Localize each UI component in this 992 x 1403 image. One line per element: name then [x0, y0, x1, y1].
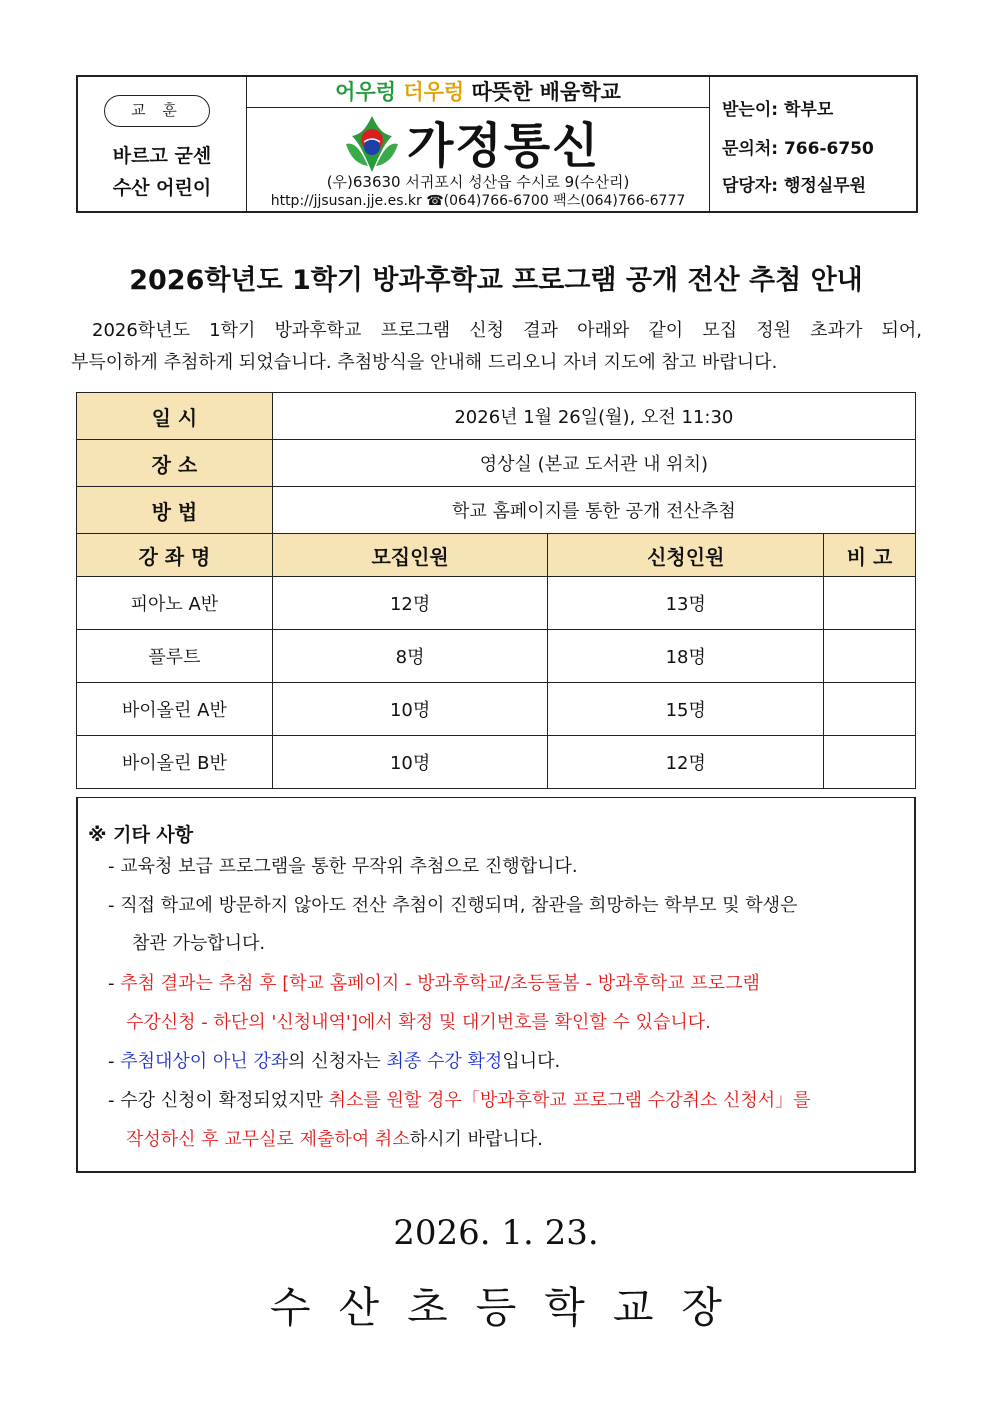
letterhead	[76, 75, 918, 213]
note-3-text: 추첨 결과는 추첨 후 [학교 홈페이지 - 방과후학교/초등돌봄 - 방과후학교 프로그램	[120, 973, 760, 994]
motto-label: 교 훈	[104, 95, 210, 127]
note-4-dash: -	[108, 1051, 121, 1072]
column-header-capacity: 모집인원	[272, 534, 548, 577]
course-capacity: 8명	[272, 630, 548, 683]
manager: 담당자: 행정실무원	[722, 176, 867, 196]
table-row	[77, 736, 916, 789]
note-4	[108, 1051, 560, 1073]
course-name: 바이올린 A반	[77, 683, 273, 736]
note-1: - 교육청 보급 프로그램을 통한 무작위 추첨으로 진행합니다.	[108, 856, 578, 877]
school-contact: http://jjsusan.jje.es.kr ☎(064)766-6700 팩스(064)766-6777	[270, 193, 686, 209]
inquiry-phone: 문의처: 766-6750	[722, 139, 874, 159]
school-motto-box	[78, 77, 247, 211]
motto-line-2: 수산 어린이	[112, 177, 212, 199]
note-3-line-2: 수강신청 - 하단의 '신청내역']에서 확정 및 대기번호를 확인할 수 있습니다.	[126, 1012, 711, 1033]
additional-notes	[76, 797, 916, 1173]
course-applicants: 13명	[548, 577, 824, 630]
column-header-note: 비 고	[824, 534, 916, 577]
intro-line-2: 부득이하게 추첨하게 되었습니다. 추첨방식을 안내해 드리오니 자녀 지도에 참고 바랍니다.	[71, 352, 778, 373]
course-capacity: 12명	[272, 577, 548, 630]
note-4-highlight-1: 추첨대상이 아닌 강좌	[120, 1051, 289, 1072]
when-label: 일 시	[77, 393, 273, 440]
table-row	[77, 683, 916, 736]
intro-line-1: 2026학년도 1학기 방과후학교 프로그램 신청 결과 아래와 같이 모집 정원 초과가 되어,	[92, 320, 922, 341]
method-label: 방 법	[77, 487, 273, 534]
course-note	[824, 683, 916, 736]
where-value: 영상실 (본교 도서관 내 위치)	[272, 440, 915, 487]
course-capacity: 10명	[272, 736, 548, 789]
course-note	[824, 577, 916, 630]
course-applicants: 15명	[548, 683, 824, 736]
recipient: 받는이: 학부모	[722, 100, 834, 120]
note-5-highlight: 취소를 원할 경우「방과후학교 프로그램 수강취소 신청서」를	[328, 1090, 811, 1111]
note-3-dash: -	[108, 973, 121, 994]
motto-line-1: 바르고 굳센	[112, 145, 212, 167]
note-4-mid: 의 신청자는	[288, 1051, 387, 1072]
method-value: 학교 홈페이지를 통한 공개 전산추첨	[272, 487, 915, 534]
where-row	[77, 440, 916, 487]
course-name: 피아노 A반	[77, 577, 273, 630]
school-slogan	[247, 78, 709, 108]
course-name: 바이올린 B반	[77, 736, 273, 789]
course-applicants: 18명	[548, 630, 824, 683]
course-note	[824, 630, 916, 683]
where-label: 장 소	[77, 440, 273, 487]
course-note	[824, 736, 916, 789]
note-5-line-1	[108, 1090, 811, 1112]
course-capacity: 10명	[272, 683, 548, 736]
notes-heading: ※ 기타 사항	[88, 824, 194, 846]
document-title: 2026학년도 1학기 방과후학교 프로그램 공개 전산 추첨 안내	[129, 265, 863, 296]
letterhead-center	[247, 77, 710, 211]
note-2-line-2: 참관 가능합니다.	[132, 933, 266, 954]
school-address: (우)63630 서귀포시 성산읍 수시로 9(수산리)	[326, 173, 630, 191]
note-3-line-1	[108, 973, 760, 995]
slogan-part-2: 더우렁	[403, 80, 465, 104]
school-logo-icon	[342, 114, 402, 174]
principal-signature: 수산초등학교장	[269, 1283, 750, 1332]
note-5-start: - 수강 신청이 확정되었지만	[108, 1090, 329, 1111]
method-row	[77, 487, 916, 534]
column-header-course: 강 좌 명	[77, 534, 273, 577]
table-row	[77, 630, 916, 683]
when-value: 2026년 1월 26일(월), 오전 11:30	[272, 393, 915, 440]
table-row	[77, 577, 916, 630]
note-5-line-2	[126, 1129, 543, 1151]
slogan-part-3: 따뜻한 배움학교	[471, 80, 621, 104]
note-5-highlight-2: 작성하신 후 교무실로 제출하여 취소	[126, 1129, 410, 1150]
slogan-part-1: 어우렁	[335, 80, 397, 104]
letterhead-info	[710, 77, 916, 211]
when-row	[77, 393, 916, 440]
course-name: 플루트	[77, 630, 273, 683]
column-header-applicants: 신청인원	[548, 534, 824, 577]
note-4-highlight-2: 최종 수강 확정	[386, 1051, 503, 1072]
course-applicants: 12명	[548, 736, 824, 789]
note-5-end: 하시기 바랍니다.	[409, 1129, 543, 1150]
note-2-line-1: - 직접 학교에 방문하지 않아도 전산 추첨이 진행되며, 참관을 희망하는 학부모 및 학생은	[108, 895, 798, 916]
lottery-info-table	[76, 392, 916, 789]
issue-date: 2026. 1. 23.	[393, 1213, 599, 1253]
note-4-end: 입니다.	[502, 1051, 561, 1072]
page-title: 가정통신	[407, 118, 601, 174]
column-header-row	[77, 534, 916, 577]
